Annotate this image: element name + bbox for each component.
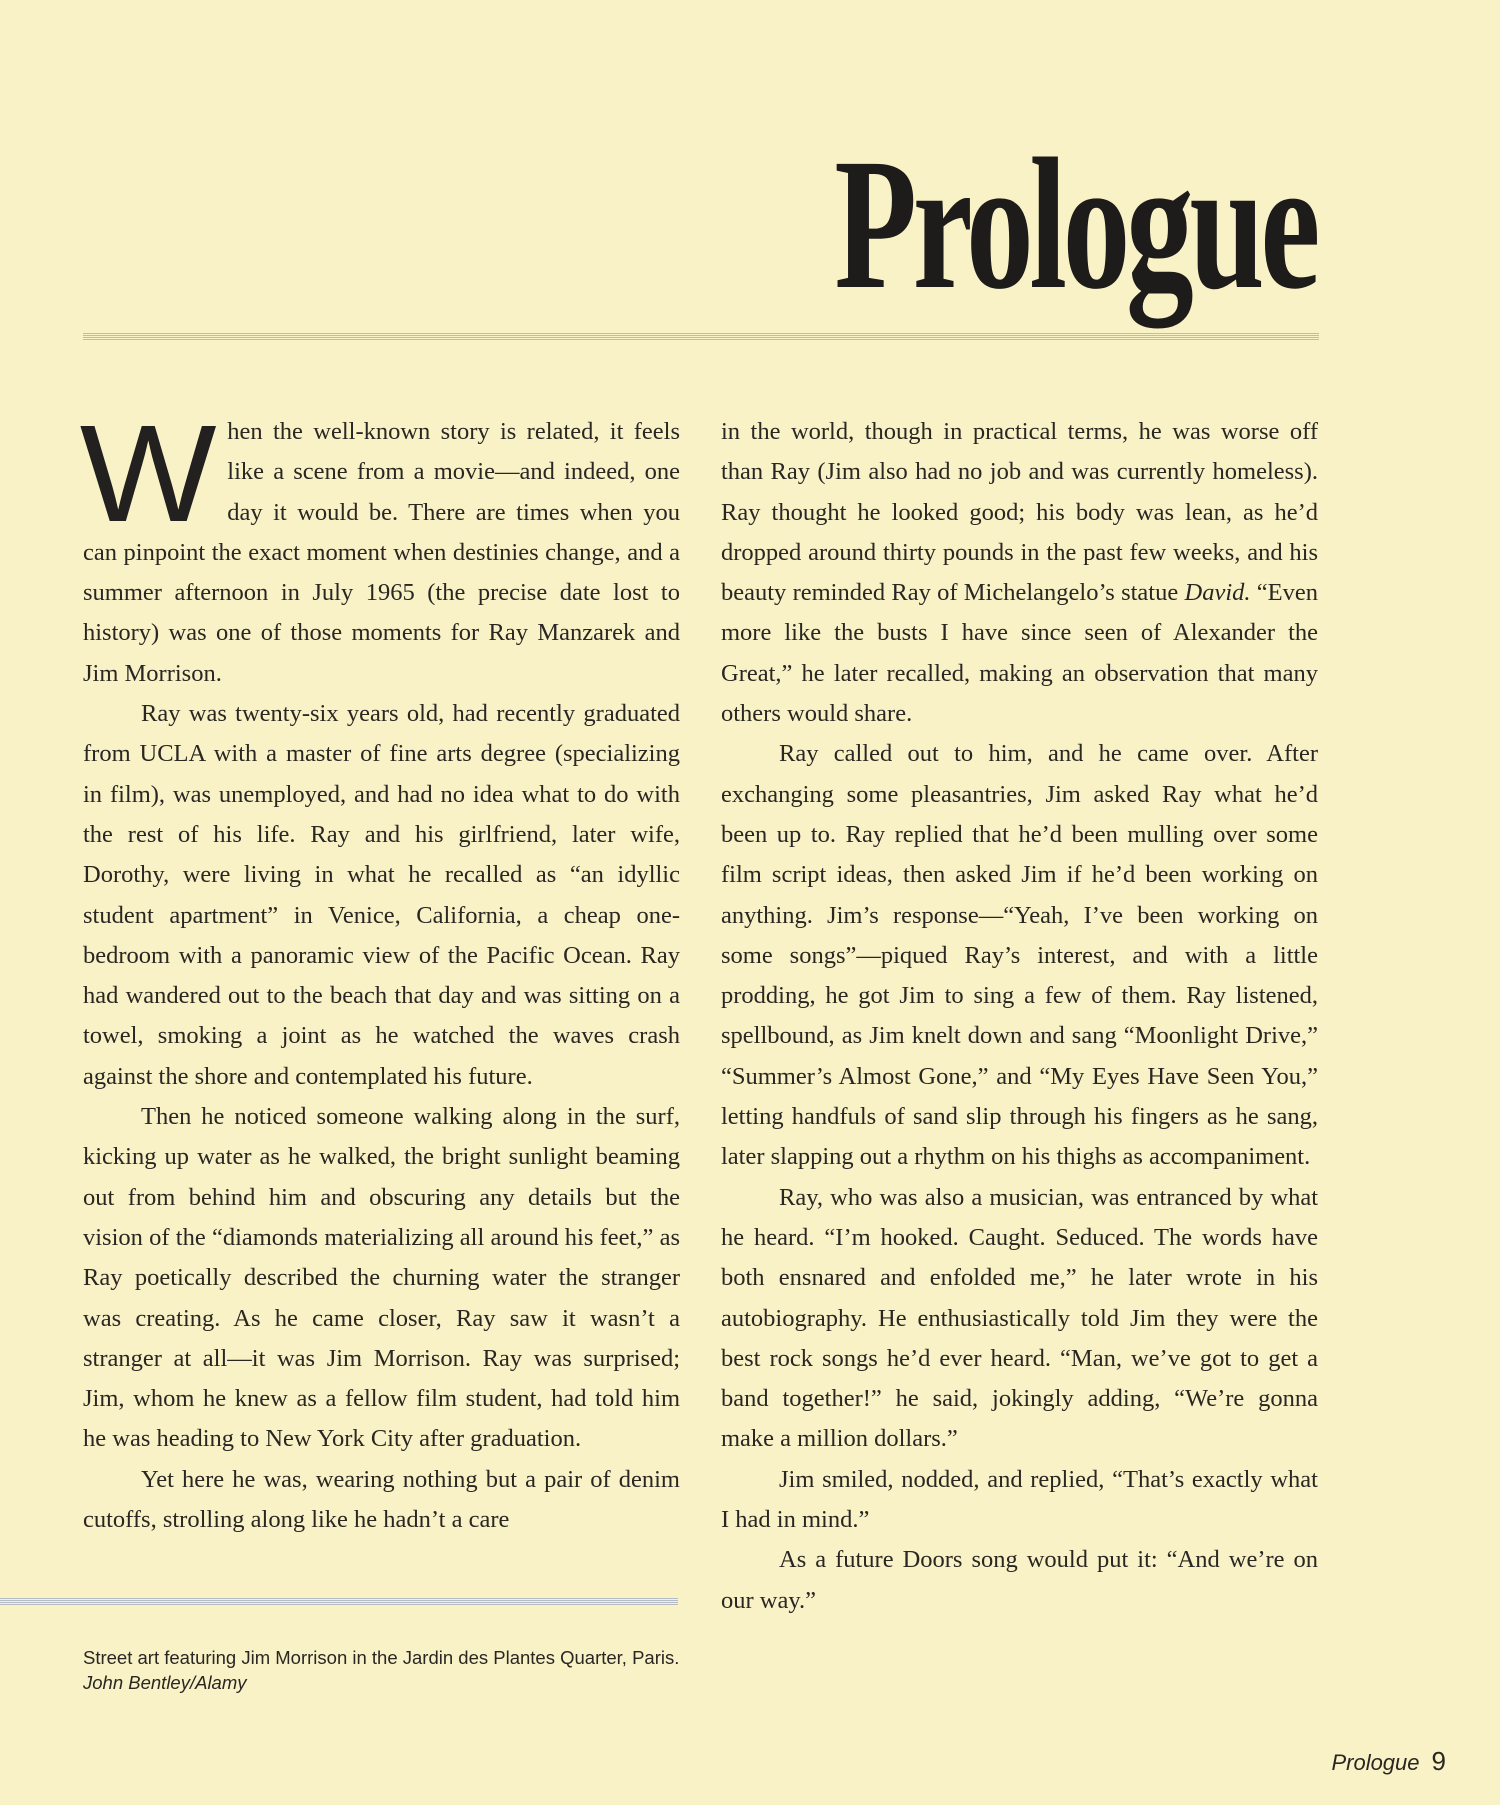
paragraph-1-text: hen the well-known story is related, it feels like a scene from a movie—and indeed, one day it would be. There are times when you can pinpoint the exact moment when destinies change, and a summer afternoon in July 1965 (the precise date lost to history) was one of those moments for Ray Manzarek and Jim Morrison. [83,418,680,687]
caption-divider [0,1598,678,1605]
paragraph-4: Yet here he was, wearing nothing but a pair of denim cutoffs, strolling along like he hadn’t a care [83,1465,680,1534]
caption-credit: John Bentley/Alamy [83,1672,247,1693]
paragraph-3: Then he noticed someone walking along in the surf, kicking up water as he walked, the bright sunlight beaming out from behind him and obscuring any details but the vision of the “diamonds materializing all around his feet,” as Ray poetically described the churning water the stranger was creating. As he came closer, Ray saw it wasn’t a stranger at all—it was Jim Morrison. Ray was surprised; Jim, whom he knew as a fellow film student, had told him he was heading to New York City after graduation. [83,1103,680,1453]
paragraph-9: As a future Doors song would put it: “And we’re on our way.” [721,1546,1318,1614]
paragraph-2: Ray was twenty-six years old, had recently graduated from UCLA with a master of fine arts degree (specializing in film), was unemployed, and had no idea what to do with the rest of his life. Ray and his girlfriend, later wife, Dorothy, were living in what he recalled as “an idyllic student apartment” in Venice, California, a cheap one-bedroom with a panoramic view of the Pacific Ocean. Ray had wandered out to the beach that day and was sitting on a towel, smoking a joint as he watched the waves crash against the shore and contemplated his future. [83,700,680,1090]
chapter-title: Prologue [834,119,1316,328]
paragraph-7: Ray, who was also a musician, was entranced by what he heard. “I’m hooked. Caught. Seduced. The words have both ensnared and enfolded me,” he later wrote in his autobiography. He enthusiastically told Jim they were the best rock songs he’d ever heard. “Man, we’ve got to get a band together!” he said, jokingly adding, “We’re gonna make a million dollars.” [721,1183,1318,1453]
page-footer [1331,1746,1446,1777]
statue-title: David. [1184,579,1251,607]
paragraph-6: Ray called out to him, and he came over. After exchanging some pleasantries, Jim asked Ray what he’d been up to. Ray replied that he’d been mulling over some film script ideas, then asked Jim if he’d been working on anything. Jim’s response—“Yeah, I’ve been working on some songs”—piqued Ray’s interest, and with a little prodding, he got Jim to sing a few of them. Ray listened, spellbound, as Jim knelt down and sang “Moonlight Drive,” “Summer’s Almost Gone,” and “My Eyes Have Seen You,” letting handfuls of sand slip through his fingers as he sang, later slapping out a rhythm on his thighs as accompaniment. [721,740,1318,1171]
page-number: 9 [1431,1746,1446,1776]
drop-cap: W [79,397,217,551]
right-column [721,412,1318,1621]
paragraph-5-end: “Even more like the busts I have since seen of Alexander the Great,” he later recalled, making an observation that many others would share. [721,579,1318,728]
paragraph-5-start: in the world, though in practical terms, he was worse off than Ray (Jim also had no job and was currently homeless). Ray thought he looked good; his body was lean, as he’d dropped around thirty pounds in the past few weeks, and his beauty reminded Ray of Michelangelo’s statue [721,418,1318,607]
paragraph-5 [721,412,1318,734]
title-divider [83,333,1319,340]
photo-caption [83,1645,703,1695]
paragraph-8: Jim smiled, nodded, and replied, “That’s exactly what I had in mind.” [721,1465,1318,1534]
caption-text: Street art featuring Jim Morrison in the Jardin des Plantes Quarter, Paris. [83,1647,680,1668]
left-column [79,397,680,1540]
running-head: Prologue [1331,1750,1420,1775]
paragraph-1 [79,397,680,694]
